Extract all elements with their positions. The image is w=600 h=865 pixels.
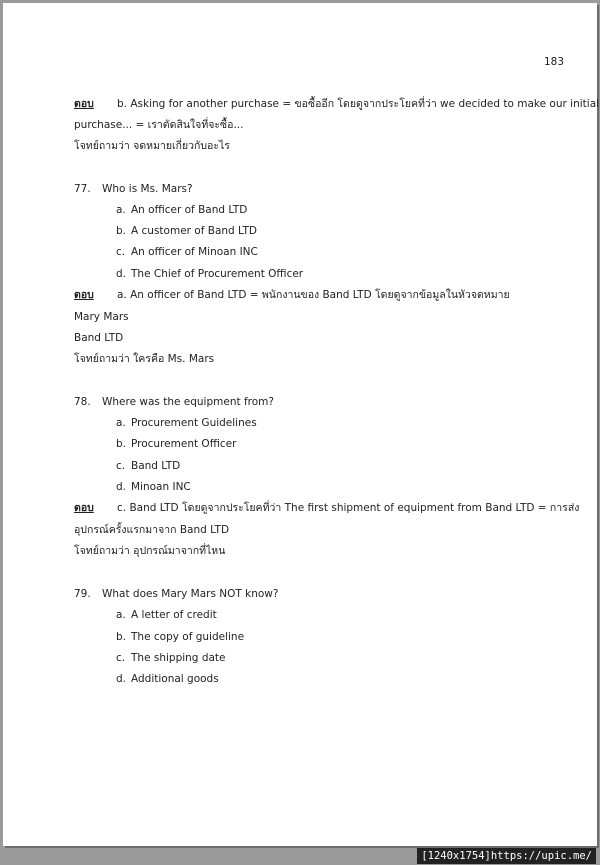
option-text: A letter of credit	[131, 609, 217, 621]
question-note: โจทย์ถามว่า อุปกรณ์มาจากที่ไหน	[74, 545, 226, 557]
option-letter: a.	[116, 204, 126, 216]
question-text: Who is Ms. Mars?	[102, 183, 193, 195]
image-size-url-watermark: [1240x1754]https://upic.me/	[417, 848, 596, 864]
option-text: The shipping date	[131, 652, 226, 664]
question-note: โจทย์ถามว่า ใครคือ Ms. Mars	[74, 353, 215, 365]
answer-text-continued: purchase... = เราตัดสินใจที่จะซื้อ...	[74, 119, 244, 131]
option-text: Procurement Officer	[131, 438, 237, 450]
answer-text-continued: อุปกรณ์ครั้งแรกมาจาก Band LTD	[74, 524, 230, 536]
answer-text: c. Band LTD โดยดูจากประโยคที่ว่า The first shipment of equipment from Band LTD = การส่ง	[117, 502, 580, 514]
option-text: An officer of Minoan INC	[131, 246, 258, 258]
option-text: Procurement Guidelines	[131, 417, 257, 429]
question-number: 77.	[74, 183, 91, 195]
document-page	[3, 3, 600, 846]
answer-extra-line: Mary Mars	[74, 311, 129, 323]
option-letter: d.	[116, 268, 127, 280]
answer-extra-line: Band LTD	[74, 332, 124, 344]
question-text: What does Mary Mars NOT know?	[102, 588, 279, 600]
option-letter: c.	[116, 460, 126, 472]
option-letter: b.	[116, 438, 127, 450]
option-text: Band LTD	[131, 460, 181, 472]
option-letter: d.	[116, 481, 127, 493]
option-text: An officer of Band LTD	[131, 204, 248, 216]
page-number: 183	[544, 56, 565, 68]
question-number: 79.	[74, 588, 91, 600]
option-text: The Chief of Procurement Officer	[131, 268, 304, 280]
question-note: โจทย์ถามว่า จดหมายเกี่ยวกับอะไร	[74, 140, 230, 152]
answer-label: ตอบ	[74, 289, 94, 301]
option-letter: b.	[116, 225, 127, 237]
answer-text: a. An officer of Band LTD = พนักงานของ Band LTD โดยดูจากข้อมูลในหัวจดหมาย	[117, 289, 510, 301]
answer-label: ตอบ	[74, 502, 94, 514]
option-letter: d.	[116, 673, 127, 685]
option-text: A customer of Band LTD	[131, 225, 257, 237]
option-text: Additional goods	[131, 673, 219, 685]
option-text: Minoan INC	[131, 481, 191, 493]
answer-label: ตอบ	[74, 98, 94, 110]
option-text: The copy of guideline	[131, 631, 245, 643]
question-number: 78.	[74, 396, 91, 408]
option-letter: c.	[116, 246, 126, 258]
option-letter: a.	[116, 417, 126, 429]
option-letter: c.	[116, 652, 126, 664]
answer-text: b. Asking for another purchase = ขอซื้ออีก โดยดูจากประโยคที่ว่า we decided to make our initial	[117, 98, 600, 110]
option-letter: a.	[116, 609, 126, 621]
option-letter: b.	[116, 631, 127, 643]
question-text: Where was the equipment from?	[102, 396, 274, 408]
